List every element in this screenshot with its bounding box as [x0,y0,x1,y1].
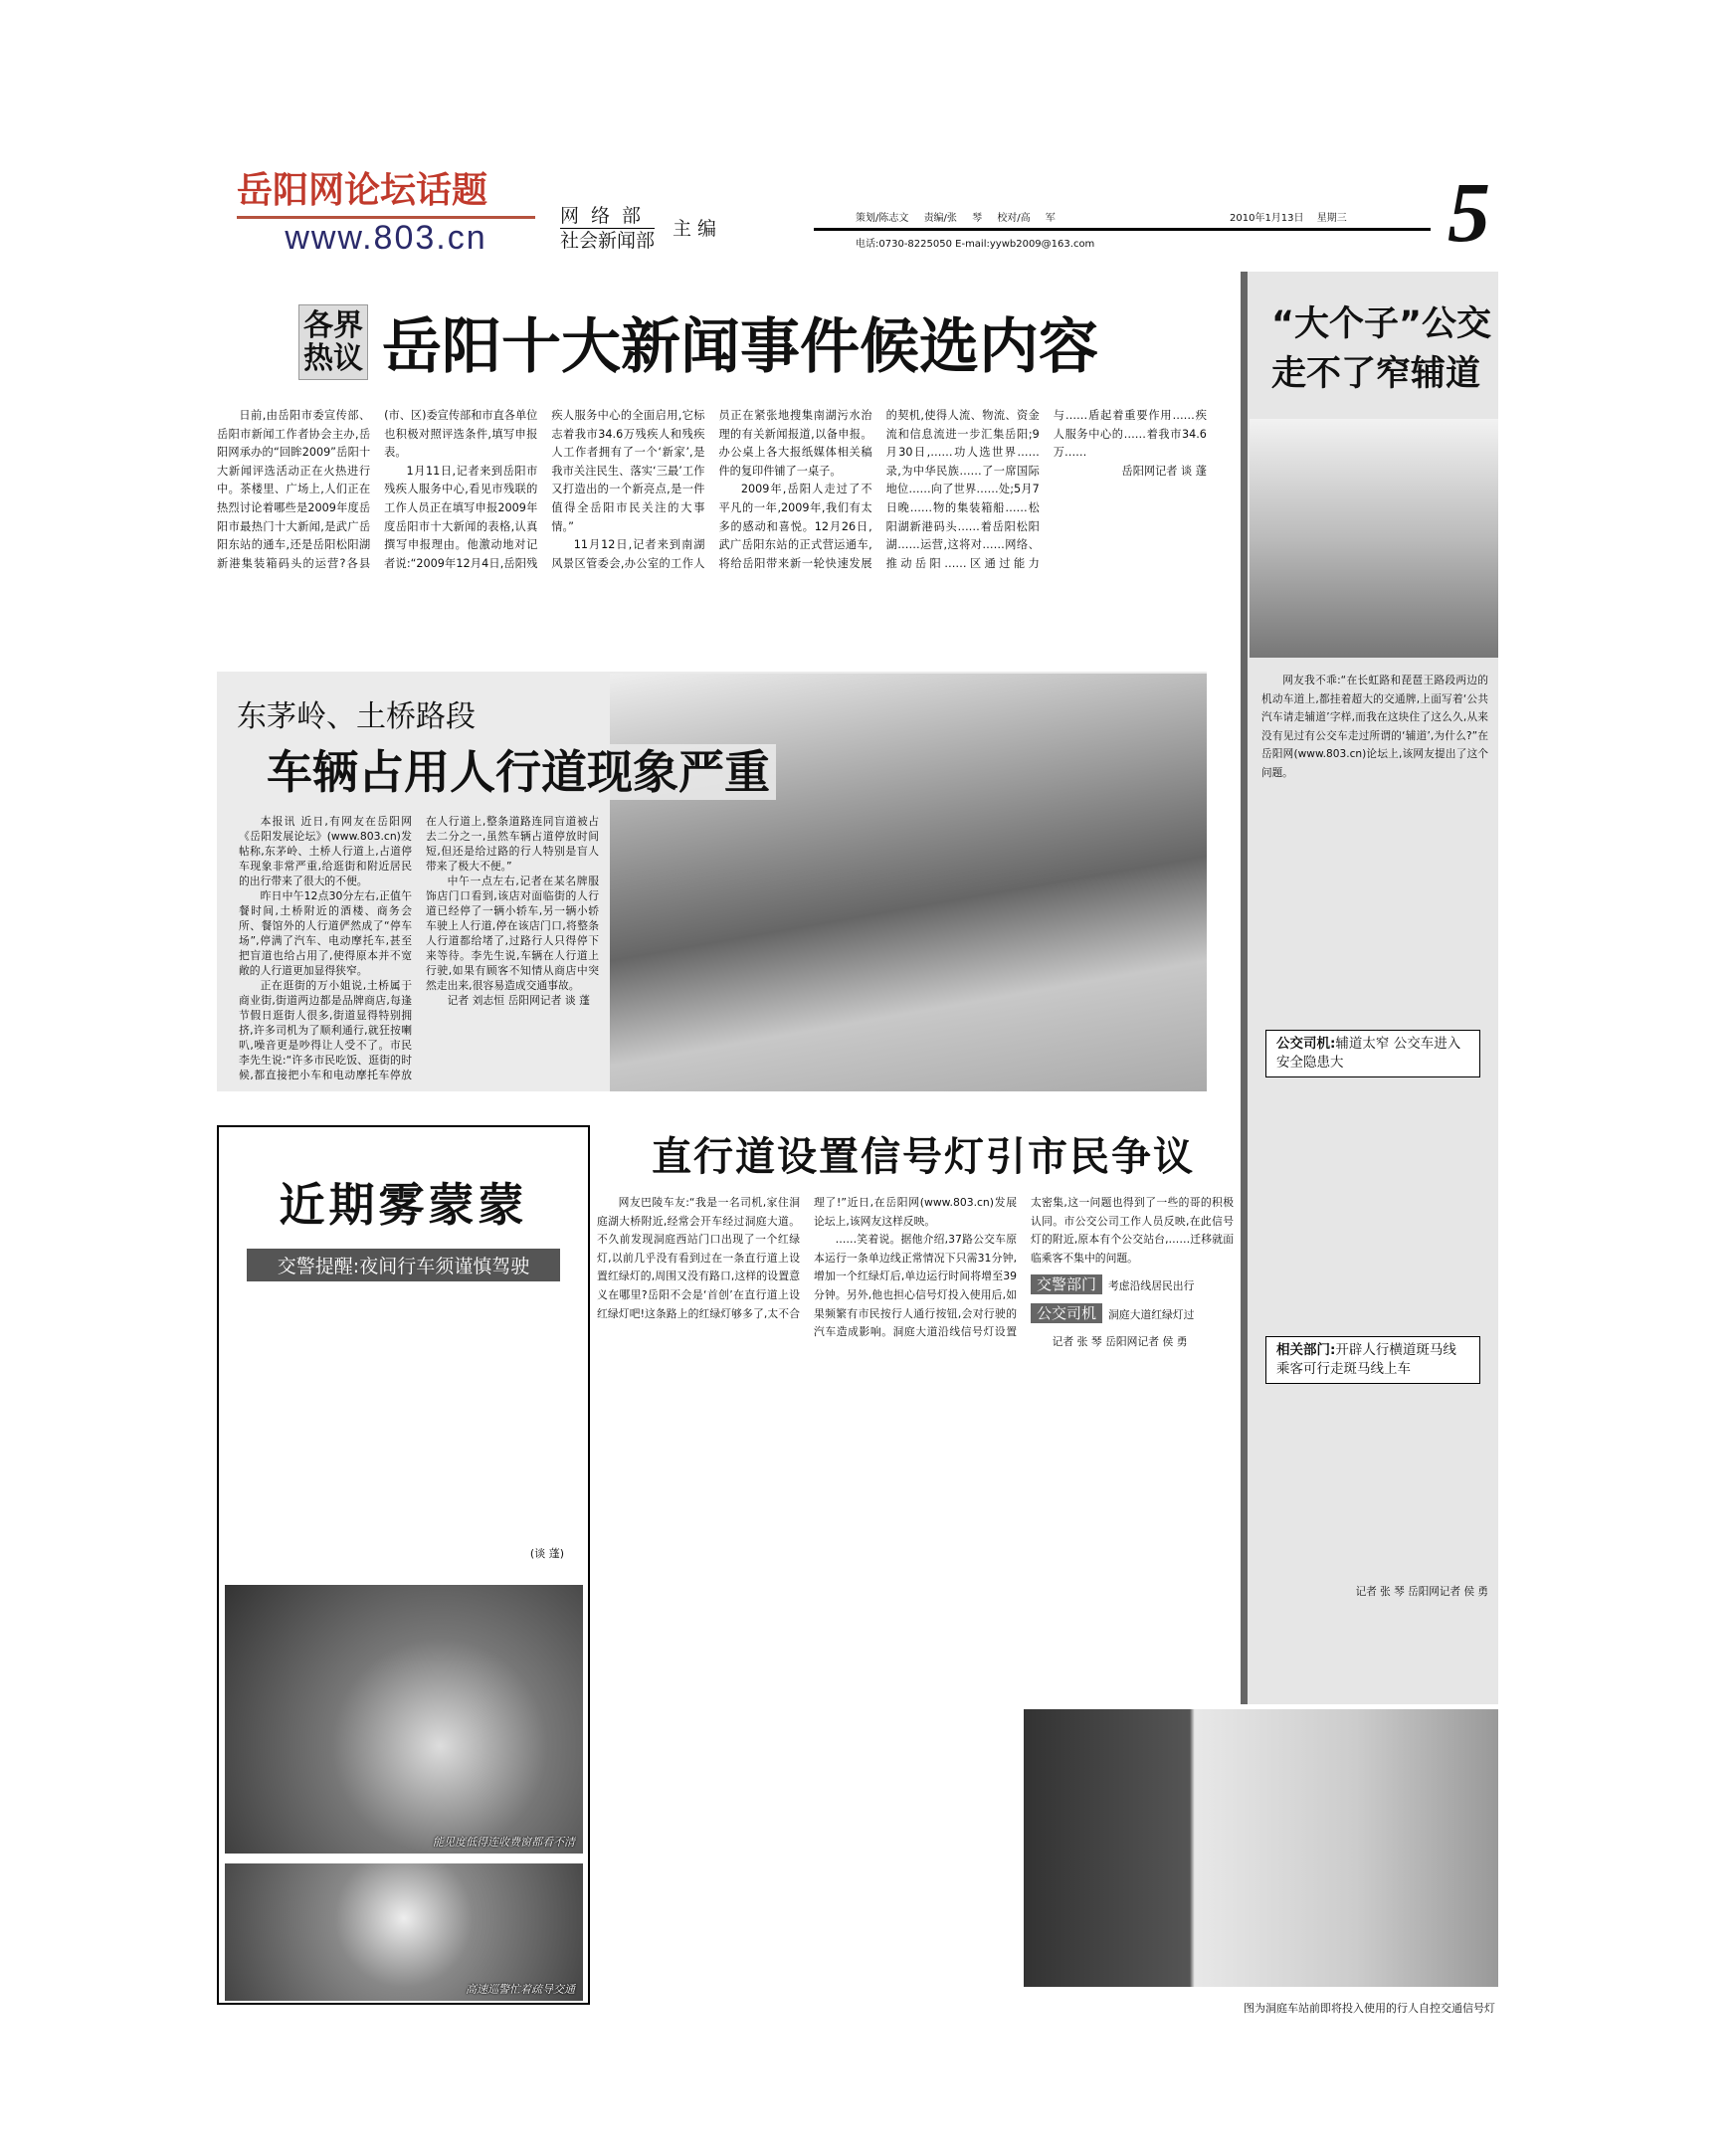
logo-text: 岳阳网 [237,169,345,211]
fog-photo-toll [225,1585,583,1854]
pedestrian-signal-photo [1024,1709,1498,1987]
fog-headline: 近期雾蒙蒙 [279,1178,528,1232]
bus-headline [1271,299,1498,399]
paragraph: 11月12日,记者来到南湖风景区管委会,办公室的工作人员正在紧张地搜集南湖污水治理的有关新闻报道,以备申报。办公桌上各大报纸媒体相关稿件的复印件铺了一桌子。 [551,409,872,570]
weekday: 星期三 [1316,213,1347,224]
top-headline [298,298,1125,386]
site-url[interactable]: www.803.cn [285,219,487,257]
subhead-traffic-police [1031,1275,1234,1296]
topic-tag: 各界热议 [298,304,368,380]
editor: 责编/张 琴 [923,213,983,224]
sidewalk-body [239,814,599,1088]
masthead-logo [237,162,535,258]
fog-subhead: 交警提醒:夜间行车须谨慎驾驶 [247,1249,560,1281]
dept-social: 社会新闻部 [560,230,656,252]
paragraph: 网友巴陵车友:“我是一名司机,家住洞庭湖大桥附近,经常会开车经过洞庭大道。不久前发现洞庭西站门口出现了一个红绿灯,以前几乎没有看到过在一条直行道上设置红绿灯的,周围又没有路口,这样的设置意义在哪里?岳阳不会是‘首创’在直行道上设红绿灯吧!这条路上的红绿灯够多了,太不合理了!”近日,在岳阳网(www.803.cn)发展论坛上,该网友这样反映。 [597,1196,1017,1320]
issue-date [1230,209,1347,224]
paragraph: 网友我不乖:“在长虹路和琵琶王路段两边的机动车道上,都挂着超大的交通牌,上面写着‘公共汽车请走辅道’字样,而我在这块住了这么久,从来没有见过有公交车走过所谓的‘辅道’,为什么?”在岳阳网(www.803.cn)论坛上,该网友提出了这个问题。 [1261,675,1488,779]
paragraph: 本报讯 近日,有网友在岳阳网《岳阳发展论坛》(www.803.cn)发帖称,东茅岭、土桥人行道上,占道停车现象非常严重,给逛街和附近居民的出行带来了很大的不便。 [239,815,412,887]
tag-text: 洞庭大道红绿灯过 [1108,1307,1195,1321]
paragraph: 中午一点左右,记者在某名牌服饰店门口看到,该店对面临街的人行道已经停了一辆小轿车,另一辆小轿车驶上人行道,停在该店门口,将整条人行道都给堵了,过路行人只得停下来等待。李先生说,车辆在人行道上行驶,如果有顾客不知情从商店中突然走出来,很容易造成交通事故。 [426,875,599,992]
sidewalk-headline: 车辆占用人行道现象严重 [267,744,776,800]
byline: 记者 张 琴 岳阳网记者 侯 勇 [1355,1586,1488,1598]
tag: 交警部门 [1031,1274,1102,1294]
byline: 记者 刘志恒 岳阳网记者 谈 蓬 [447,994,590,1007]
paragraph: 日前,由岳阳市委宣传部、岳阳市新闻工作者协会主办,岳阳网承办的“回眸2009”岳阳十大新闻评选活动正在火热进行中。茶楼里、广场上,人们正在热烈讨论着哪些是2009年度岳阳市最热门十大新闻,是武广岳阳东站的通车,还是岳阳松阳湖新港集装箱码头的运营?各县(市、区)委宣传部和市直各单位也积极对照评选条件,填写申报表。 [217,409,538,570]
date: 2010年1月13日 [1230,213,1304,224]
headline: 岳阳十大新闻事件候选内容 [382,312,1098,382]
photo-caption: 能见度低得连收费窗都看不清 [433,1836,575,1849]
byline: 岳阳网记者 谈 蓬 [1121,464,1207,478]
text: 辅道太窄 公交车进入安全隐患大 [1276,1036,1461,1071]
photo-caption: 图为洞庭车站前即将投入使用的行人自控交通信号灯 [1244,2002,1495,2015]
paragraph: ……笑着说。据他介绍,37路公交车原本运行一条单边线正常情况下只需31分钟,增加一个红绿灯后,单边运行时间将增至39分钟。另外,他也担心信号灯投入使用后,如果频繁有市民按行人通行按钮,会对行驶的汽车造成影响。洞庭大道沿线信号灯设置太密集,这一问题也得到了一些的哥的积极认同。市公交公司工作人员反映,在此信号灯的附近,原本有个公交站台,……迁移就面临乘客不集中的问题。 [814,1196,1234,1339]
top-article-body [217,407,1207,573]
tag: 公交司机 [1031,1303,1102,1323]
planner: 策划/陈志文 [856,213,909,224]
subhead-bus-driver [1031,1304,1234,1325]
tag-text: 考虑沿线居民出行 [1108,1279,1195,1293]
fog-photo-police [225,1863,583,2001]
staff-credits [856,209,1056,224]
header-rule [814,228,1431,231]
fog-box [217,1125,590,2005]
kicker: 东茅岭、土桥路段 [237,699,476,734]
text: 开辟人行横道斑马线 乘客可行走斑马线上车 [1276,1342,1456,1377]
parked-cars-photo [610,674,1207,1091]
headline-line: “大个子”公交 [1271,304,1492,344]
byline: (谈 蓬) [529,1547,564,1560]
paragraph: 昨日中午12点30分左右,正值午餐时间,土桥附近的酒楼、商务会所、餐馆外的人行道俨然成了“停车场”,停满了汽车、电动摩托车,甚至把盲道也给占用了,使得原本并不宽敞的人行道更加显得狭窄。 [239,889,412,977]
headline-line: 走不了窄辅道 [1271,354,1481,394]
photo-caption: 高速巡警忙着疏导交通 [466,1983,575,1996]
label: 公交司机: [1276,1036,1336,1052]
bus-body [1261,672,1488,1030]
section-name: 论坛话题 [344,169,488,211]
label: 相关部门: [1276,1342,1336,1358]
paragraph: 正在逛街的万小姐说,土桥属于商业街,街道两边都是品牌商店,每逢节假日逛街人很多,街道显得特别拥挤,许多司机为了顺利通行,就狂按喇叭,噪音更是吵得让人受不了。市民李先生说:“许多市民吃饭、逛街的时候,都直接把小车和电动摩托车停放在人行道上,整条道路连同盲道被占去二分之一,虽然车辆占道停放时间短,但还是给过路的行人特别是盲人带来了极大不便。” [239,815,599,1081]
dept-network: 网络部 [560,205,654,227]
page-number: 5 [1447,164,1490,260]
bus-sign-photo [1250,419,1498,658]
bus-sidebar [1241,272,1498,1704]
byline: 记者 张 琴 岳阳网记者 侯 勇 [1052,1334,1188,1348]
departments [560,204,655,253]
proofreader: 校对/高 军 [997,213,1056,224]
paragraph: 2009年,岳阳人走过了不平凡的一年,2009年,我们有太多的感动和喜悦。12月26日,武广岳阳东站的正式营运通车,将给岳阳带来新一轮快速发展的契机,使得人流、物流、资金流和信息流进一步汇集岳阳;9月30日,……功人选世界……录,为中华民族……了一席国际地位……向了世界……处;5月7日晚……物的集装箱船……松阳湖新港码头……着岳阳松阳湖……运营,这将对……网络、推动岳阳……区通过能力与……盾起着重要作用……疾人服务中心的……着我市34.6万…… [718,409,1207,570]
editor-label: 主编 [673,218,723,240]
signal-body [597,1194,1234,1351]
signal-headline: 直行道设置信号灯引市民争议 [652,1134,1195,1180]
bus-subhead-driver [1265,1030,1480,1077]
bus-subhead-department [1265,1336,1480,1384]
paragraph: 1月11日,记者来到岳阳市残疾人服务中心,看见市残联的工作人员正在填写申报2009年度岳阳市十大新闻的表格,认真撰写申报理由。他激动地对记者说:“2009年12月4日,岳阳残疾人服务中心的全面启用,它标志着我市34.6万残疾人和残疾人工作者拥有了一个‘新家’,是我市关注民生、落实‘三最’工作又打造出的一个新亮点,是一件值得全岳阳市民关注的大事情。” [384,409,705,570]
contact-info: 电话:0730-8225050 E-mail:yywb2009@163.com [856,239,1095,250]
